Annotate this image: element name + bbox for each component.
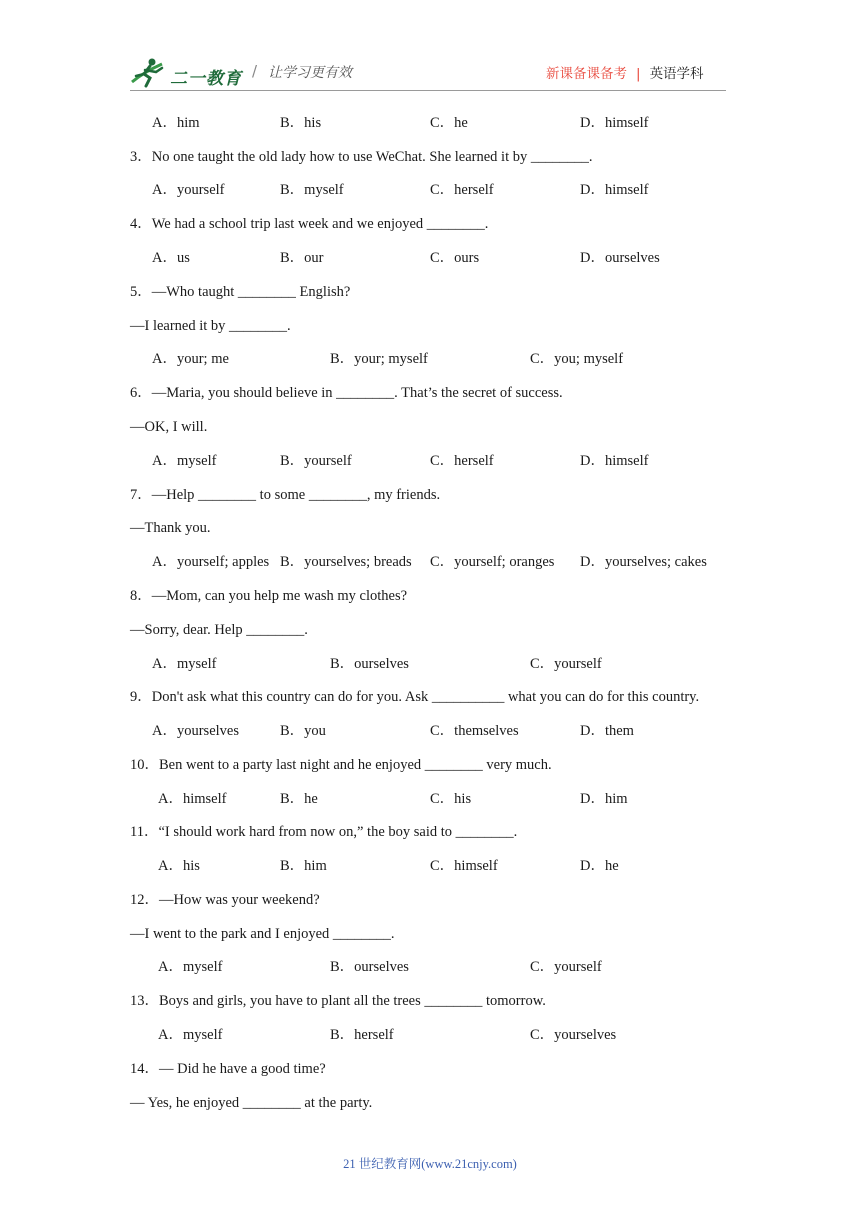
option-b[interactable]: B．herself [330, 1027, 394, 1043]
header-right [546, 62, 704, 82]
option-a[interactable]: A．myself [158, 1027, 223, 1043]
option-c[interactable]: C．herself [430, 453, 494, 469]
option-b[interactable]: B．his [280, 115, 322, 131]
question-stem: 9．Don't ask what this country can do for you. Ask __________ what you can do for this country. [130, 689, 700, 705]
question-reply: —Thank you. [130, 520, 211, 536]
question-stem: 11．“I should work hard from now on,” the boy said to ________. [130, 824, 518, 840]
option-c[interactable]: C．herself [430, 182, 494, 198]
option-b[interactable]: B．you [280, 723, 326, 739]
header-rule [130, 90, 726, 91]
header-tag: 新课备课备考 [546, 66, 627, 82]
slogan-separator: / [252, 62, 258, 80]
option-b[interactable]: B．ourselves [330, 959, 409, 975]
option-c[interactable]: C．yourself; oranges [430, 554, 555, 570]
option-d[interactable]: D．himself [580, 453, 649, 469]
question-reply: —Sorry, dear. Help ________. [130, 622, 308, 638]
option-c[interactable]: C．yourself [530, 656, 602, 672]
page-header [0, 0, 860, 100]
logo-text: 二一教育 [170, 69, 242, 89]
question-reply: — Yes, he enjoyed ________ at the party. [130, 1095, 373, 1111]
option-a[interactable]: A．yourself; apples [152, 554, 270, 570]
option-c[interactable]: C．ours [430, 250, 480, 266]
header-subject: 英语学科 [649, 66, 704, 82]
option-b[interactable]: B．ourselves [330, 656, 409, 672]
question-stem: 7．—Help ________ to some ________, my friends. [130, 487, 441, 503]
option-c[interactable]: C．yourself [530, 959, 602, 975]
option-d[interactable]: D．ourselves [580, 250, 660, 266]
header-divider: | [636, 66, 641, 82]
option-d[interactable]: D．yourselves; cakes [580, 554, 707, 570]
question-stem: 10．Ben went to a party last night and he enjoyed ________ very much. [130, 757, 552, 773]
option-d[interactable]: D．himself [580, 115, 649, 131]
option-b[interactable]: B．myself [280, 182, 344, 198]
option-b[interactable]: B．him [280, 858, 327, 874]
option-c[interactable]: C．himself [430, 858, 498, 874]
option-a[interactable]: A．myself [152, 656, 217, 672]
question-stem: 14．— Did he have a good time? [130, 1061, 326, 1077]
option-d[interactable]: D．himself [580, 182, 649, 198]
question-reply: —OK, I will. [130, 419, 208, 435]
logo [130, 56, 242, 90]
option-a[interactable]: A．yourselves [152, 723, 239, 739]
option-a[interactable]: A．him [152, 115, 200, 131]
option-a[interactable]: A．his [158, 858, 200, 874]
question-stem: 3．No one taught the old lady how to use WeChat. She learned it by ________. [130, 149, 593, 165]
question-stem: 4．We had a school trip last week and we enjoyed ________. [130, 216, 489, 232]
option-b[interactable]: B．our [280, 250, 324, 266]
option-b[interactable]: B．yourselves; breads [280, 554, 412, 570]
option-b[interactable]: B．yourself [280, 453, 352, 469]
option-a[interactable]: A．himself [158, 791, 227, 807]
option-d[interactable]: D．them [580, 723, 634, 739]
question-stem: 12．—How was your weekend? [130, 892, 320, 908]
question-stem: 5．—Who taught ________ English? [130, 284, 351, 300]
option-b[interactable]: B．your; myself [330, 351, 428, 367]
option-d[interactable]: D．him [580, 791, 628, 807]
question-stem: 6．—Maria, you should believe in ________. That’s the secret of success. [130, 385, 563, 401]
option-a[interactable]: A．yourself [152, 182, 225, 198]
option-c[interactable]: C．he [430, 115, 468, 131]
option-d[interactable]: D．he [580, 858, 619, 874]
option-a[interactable]: A．your; me [152, 351, 229, 367]
option-b[interactable]: B．he [280, 791, 318, 807]
option-c[interactable]: C．yourselves [530, 1027, 617, 1043]
question-reply: —I went to the park and I enjoyed ________. [130, 926, 395, 942]
question-stem: 8．—Mom, can you help me wash my clothes? [130, 588, 408, 604]
option-c[interactable]: C．you; myself [530, 351, 624, 367]
runner-logo-icon [130, 56, 170, 90]
option-a[interactable]: A．us [152, 250, 190, 266]
question-reply: —I learned it by ________. [130, 318, 291, 334]
slogan: 让学习更有效 [268, 65, 352, 81]
option-c[interactable]: C．his [430, 791, 472, 807]
question-stem: 13．Boys and girls, you have to plant all the trees ________ tomorrow. [130, 993, 546, 1009]
option-a[interactable]: A．myself [158, 959, 223, 975]
option-c[interactable]: C．themselves [430, 723, 519, 739]
page-footer[interactable]: 21 世纪教育网(www.21cnjy.com) [343, 1157, 517, 1171]
option-a[interactable]: A．myself [152, 453, 217, 469]
